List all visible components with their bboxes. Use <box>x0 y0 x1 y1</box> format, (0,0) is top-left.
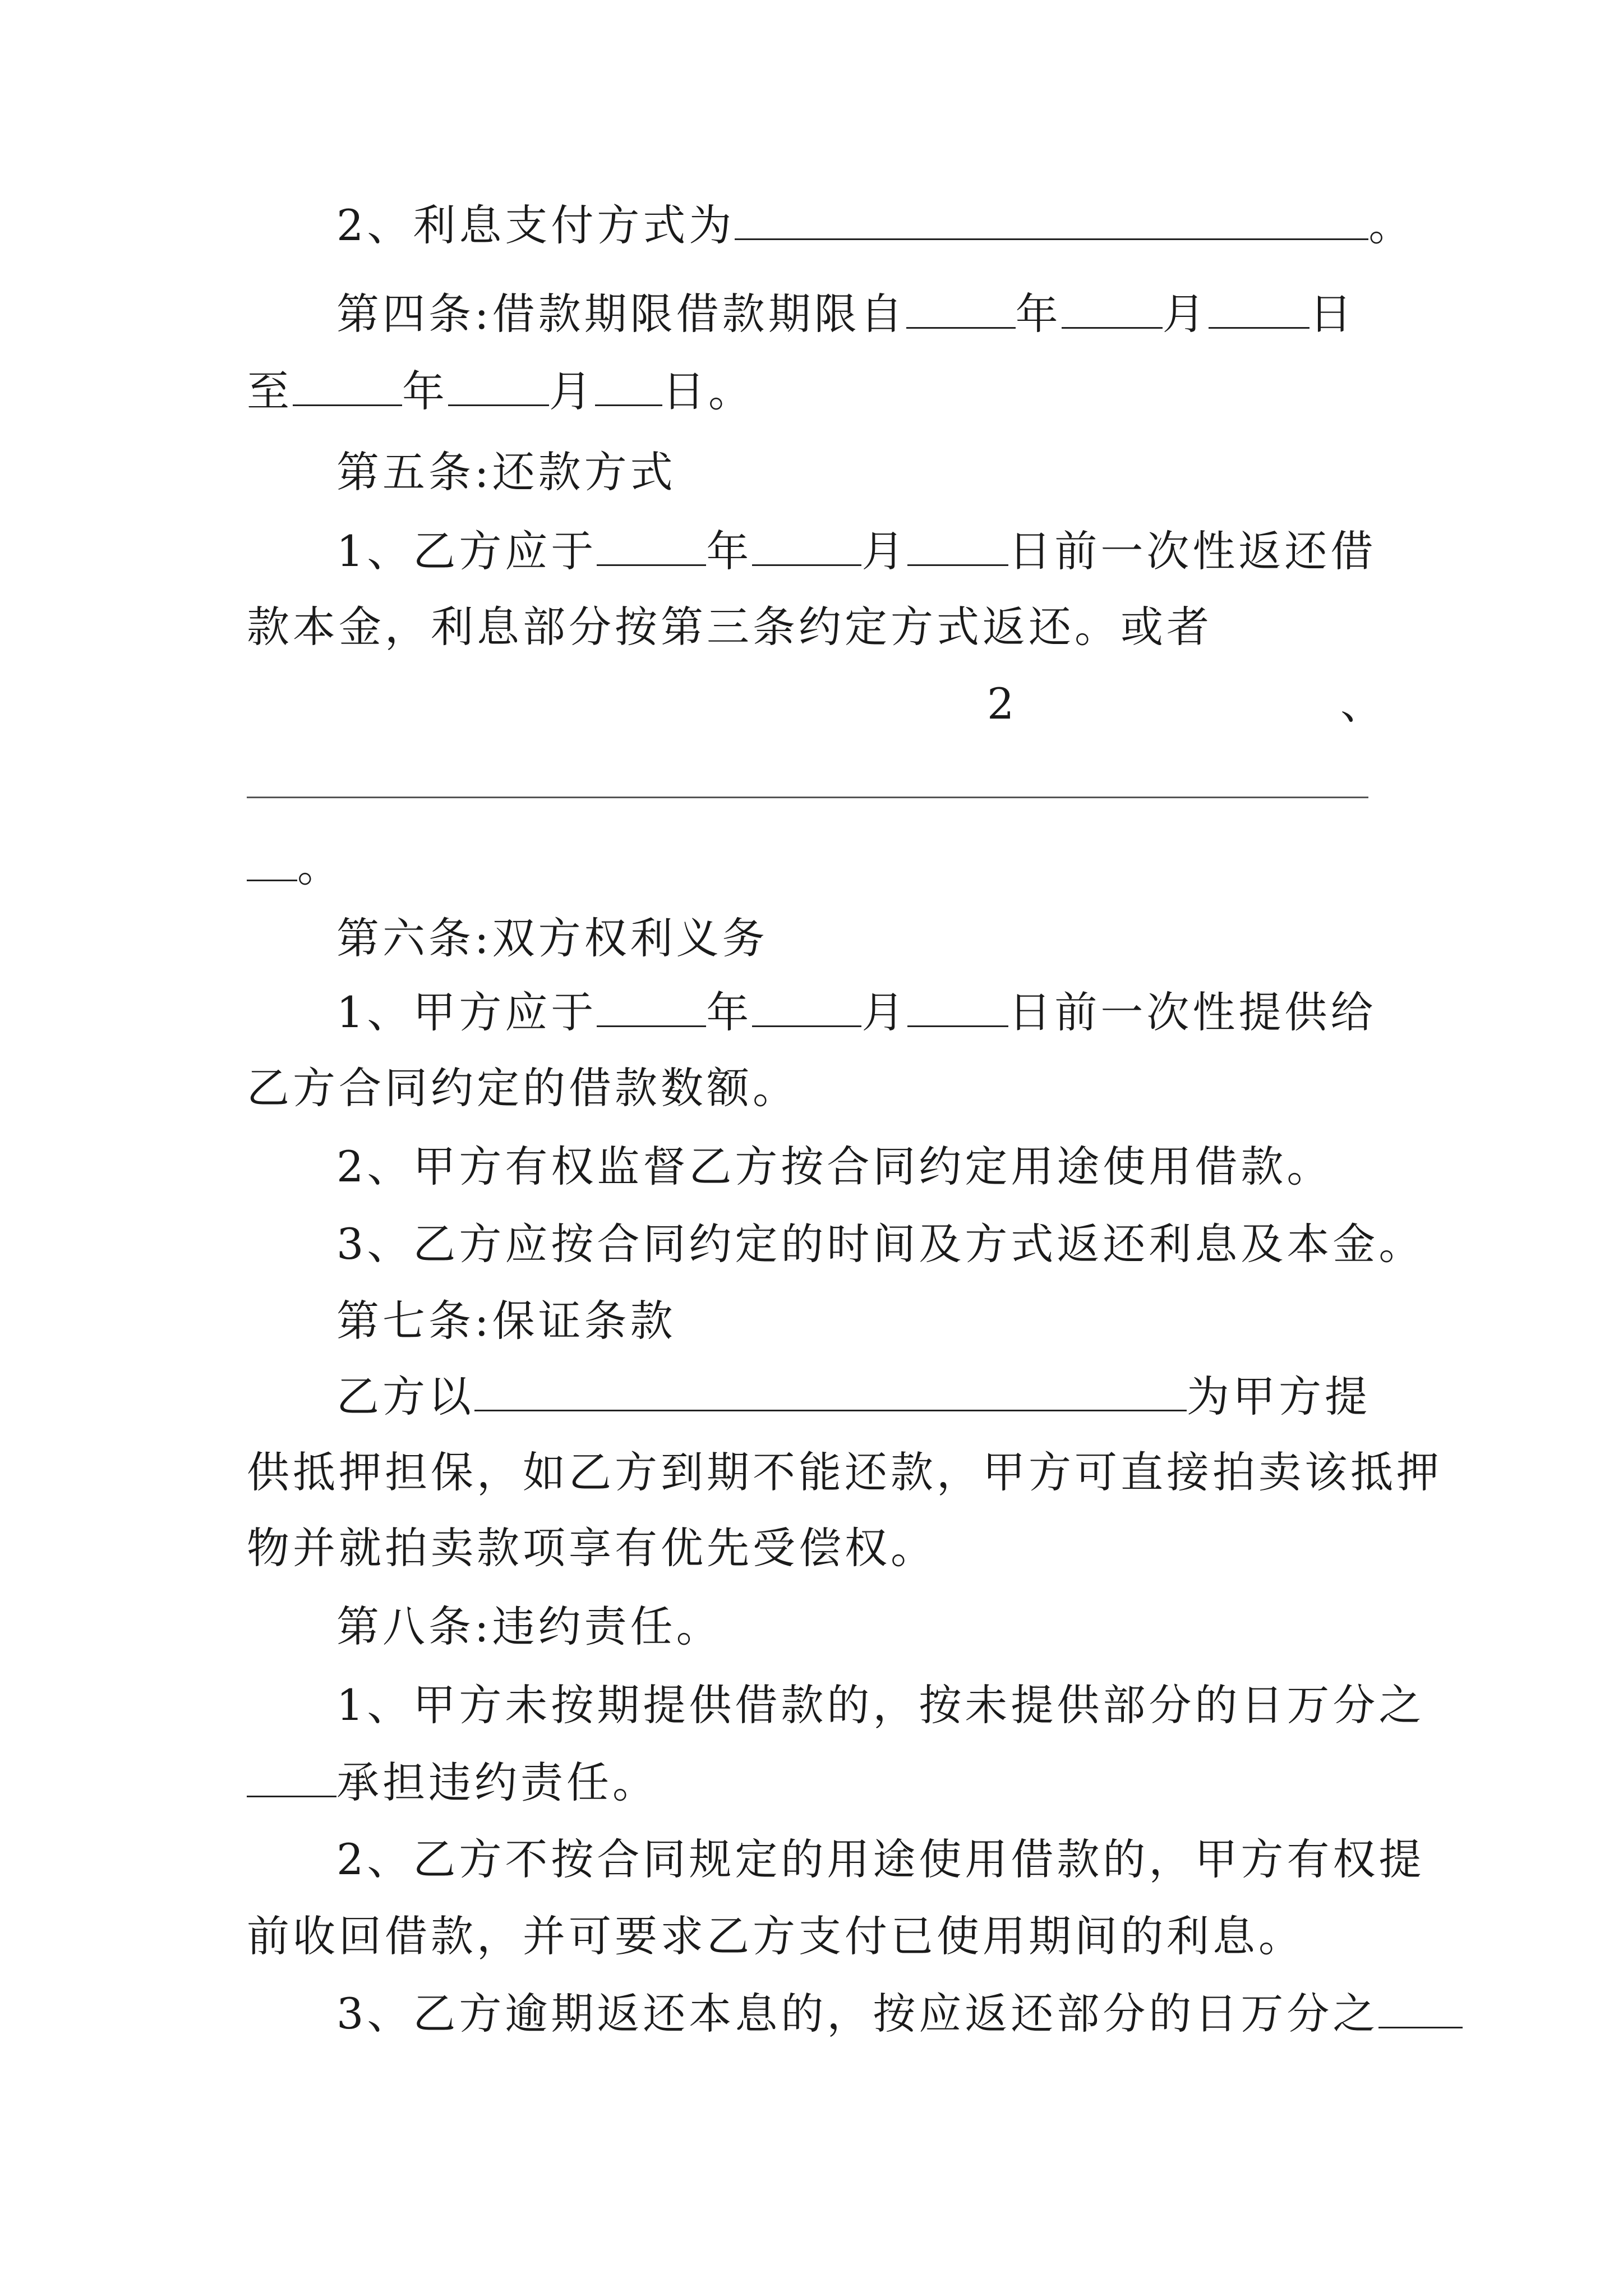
article-7-title: 第七条:保证条款 <box>336 1296 676 1346</box>
text: 2、利息支付方式为 <box>336 200 735 250</box>
text: 至 <box>247 366 293 416</box>
text: 日前一次性提供给 <box>1008 987 1377 1037</box>
month-blank[interactable] <box>1062 290 1163 329</box>
article-8-item-2-line-2: 前收回借款，并可要求乙方支付已使用期间的利息。 <box>247 1911 1304 1961</box>
article-6-title: 第六条:双方权利义务 <box>336 913 768 963</box>
year-blank[interactable] <box>293 367 402 406</box>
article-7-line-2: 供抵押担保，如乙方到期不能还款，甲方可直接拍卖该抵押 <box>247 1447 1442 1497</box>
text: 为甲方提 <box>1187 1372 1371 1421</box>
text: 日 <box>1309 289 1355 339</box>
article-8-item-2-line-1: 2、乙方不按合同规定的用途使用借款的，甲方有权提 <box>336 1834 1425 1884</box>
article-5-item-2-separator: 、 <box>1340 679 1386 729</box>
text: 承担违约责任。 <box>336 1757 658 1807</box>
text: 1、甲方应于 <box>336 987 597 1037</box>
rate-blank[interactable] <box>1378 1990 1463 2028</box>
text: 第四条:借款期限借款期限自 <box>336 289 906 339</box>
article-5-item-2-end <box>247 839 343 895</box>
day-blank[interactable] <box>907 988 1008 1027</box>
text: 年 <box>706 987 753 1037</box>
text: 年 <box>402 366 448 416</box>
article-5-item-1-line-2: 款本金，利息部分按第三条约定方式返还。或者 <box>247 602 1212 652</box>
fill-blank[interactable] <box>247 843 297 881</box>
text: 。 <box>297 841 343 891</box>
text: 日。 <box>662 366 754 416</box>
article-5-item-2-number: 2 <box>987 679 1018 729</box>
article-4-line-2 <box>247 364 754 420</box>
text: 月 <box>549 366 595 416</box>
text: 。 <box>1368 200 1415 250</box>
month-blank[interactable] <box>448 367 549 406</box>
collateral-blank[interactable] <box>474 1373 1187 1411</box>
article-7-line-1 <box>336 1369 1371 1425</box>
month-blank[interactable] <box>752 988 861 1027</box>
article-8-item-1-line-1: 1、甲方未按期提供借款的，按未提供部分的日万分之 <box>336 1680 1425 1730</box>
text: 月 <box>1162 289 1209 339</box>
text: 年 <box>1015 289 1062 339</box>
year-blank[interactable] <box>597 527 706 566</box>
rate-blank[interactable] <box>247 1759 336 1797</box>
day-blank[interactable] <box>907 527 1008 566</box>
text: 年 <box>706 526 753 576</box>
long-fill-line[interactable] <box>247 797 1368 798</box>
interest-method-line <box>336 197 1414 254</box>
fill-blank[interactable] <box>735 201 1368 240</box>
article-6-item-1-line-1 <box>336 984 1376 1041</box>
article-5-title: 第五条:还款方式 <box>336 447 676 497</box>
article-4-line-1 <box>336 286 1355 342</box>
text: 月 <box>861 526 908 576</box>
year-blank[interactable] <box>597 988 706 1027</box>
article-8-title: 第八条:违约责任。 <box>336 1602 722 1651</box>
day-blank[interactable] <box>1209 290 1310 329</box>
article-5-item-1-line-1 <box>336 523 1376 579</box>
text: 3、乙方逾期返还本息的，按应返还部分的日万分之 <box>336 1989 1379 2039</box>
article-7-line-3: 物并就拍卖款项享有优先受偿权。 <box>247 1523 937 1573</box>
year-blank[interactable] <box>906 290 1016 329</box>
article-8-item-1-line-2 <box>247 1755 658 1811</box>
month-blank[interactable] <box>752 527 861 566</box>
day-blank[interactable] <box>595 367 662 406</box>
article-6-item-3: 3、乙方应按合同约定的时间及方式返还利息及本金。 <box>336 1219 1425 1269</box>
text: 日前一次性返还借 <box>1008 526 1377 576</box>
text: 1、乙方应于 <box>336 526 597 576</box>
article-8-item-3-line-1 <box>336 1986 1463 2042</box>
text: 月 <box>861 987 908 1037</box>
text: 乙方以 <box>336 1372 474 1421</box>
article-6-item-1-line-2: 乙方合同约定的借款数额。 <box>247 1063 799 1113</box>
article-6-item-2: 2、甲方有权监督乙方按合同约定用途使用借款。 <box>336 1142 1333 1191</box>
